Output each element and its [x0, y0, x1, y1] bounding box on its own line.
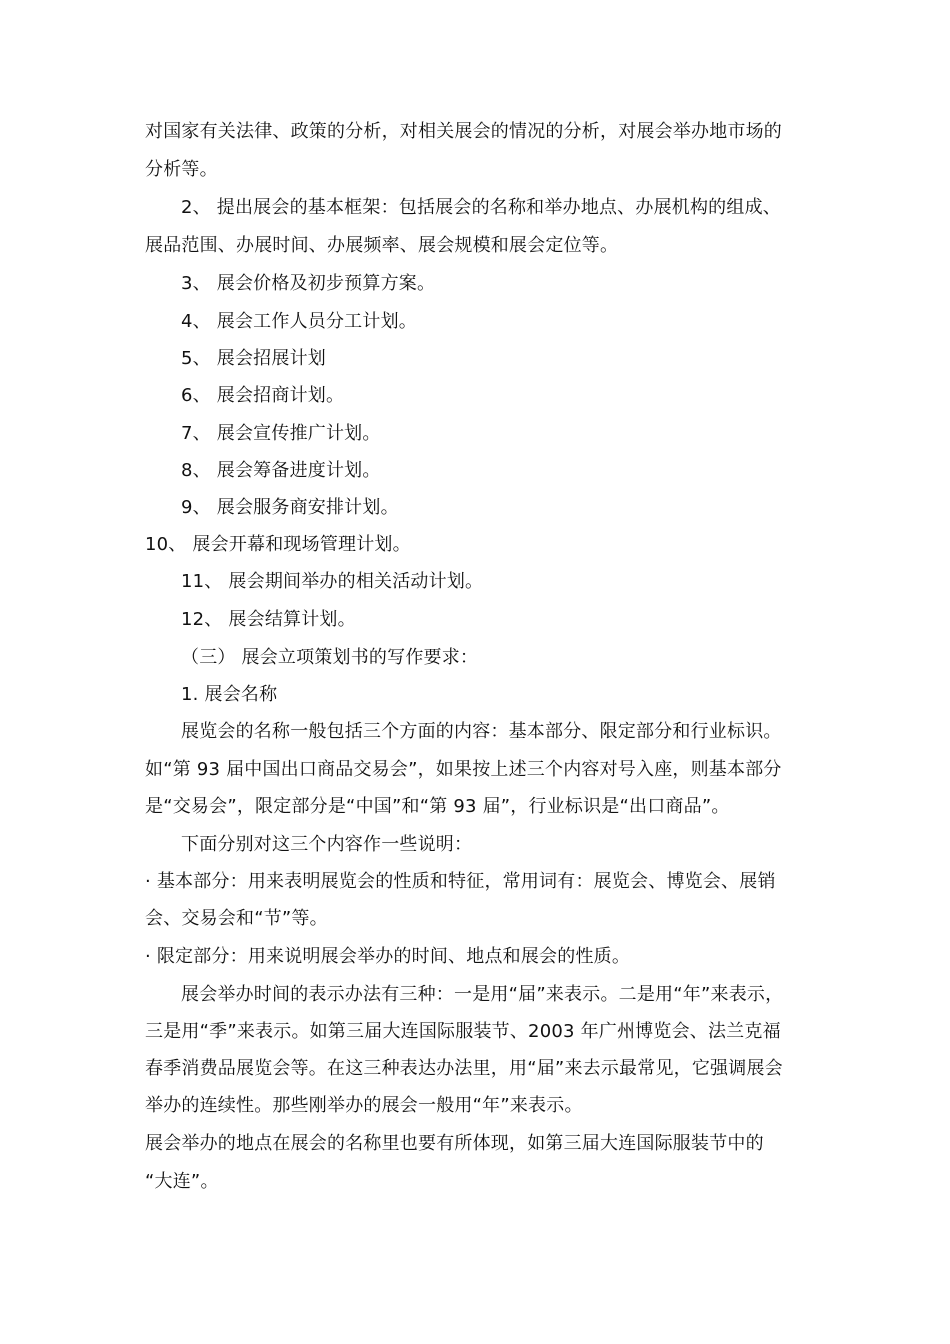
text-line: 展品范围、办展时间、办展频率、展会规模和展会定位等。 [145, 235, 619, 256]
bullet-item: · 基本部分：用来表明展览会的性质和特征，常用词有：展览会、博览会、展销 [145, 871, 776, 892]
text-line: 分析等。 [145, 159, 218, 180]
text-line: 三是用“季”来表示。如第三届大连国际服装节、2003 年广州博览会、法兰克福 [145, 1021, 781, 1042]
text-line: 对国家有关法律、政策的分析，对相关展会的情况的分析，对展会举办地市场的 [145, 121, 782, 142]
text-line: “大连”。 [145, 1171, 219, 1192]
text-line: 展会举办的地点在展会的名称里也要有所体现，如第三届大连国际服装节中的 [145, 1133, 764, 1154]
list-item: 9、 展会服务商安排计划。 [181, 497, 399, 518]
text-line: 展会举办时间的表示办法有三种：一是用“届”来表示。二是用“年”来表示， [181, 984, 784, 1005]
list-item: 7、 展会宣传推广计划。 [181, 423, 381, 444]
section-heading: （三） 展会立项策划书的写作要求： [181, 647, 479, 668]
text-line: 下面分别对这三个内容作一些说明： [181, 834, 473, 855]
text-line: 如“第 93 届中国出口商品交易会”，如果按上述三个内容对号入座，则基本部分 [145, 759, 782, 780]
text-line: 春季消费品展览会等。在这三种表达办法里，用“届”来去示最常见，它强调展会 [145, 1058, 783, 1079]
list-item: 2、 提出展会的基本框架：包括展会的名称和举办地点、办展机构的组成、 [181, 197, 781, 218]
list-item: 12、 展会结算计划。 [181, 609, 356, 630]
subsection-heading: 1. 展会名称 [181, 684, 278, 705]
list-item: 6、 展会招商计划。 [181, 385, 345, 406]
list-item: 4、 展会工作人员分工计划。 [181, 311, 417, 332]
text-line: 是“交易会”，限定部分是“中国”和“第 93 届”，行业标识是“出口商品”。 [145, 796, 730, 817]
list-item: 8、 展会筹备进度计划。 [181, 460, 381, 481]
text-line: 展览会的名称一般包括三个方面的内容：基本部分、限定部分和行业标识。 [181, 721, 782, 742]
text-line: 举办的连续性。那些刚举办的展会一般用“年”来表示。 [145, 1095, 583, 1116]
list-item: 10、 展会开幕和现场管理计划。 [145, 534, 411, 555]
list-item: 5、 展会招展计划 [181, 348, 326, 369]
text-line: 会、交易会和“节”等。 [145, 908, 328, 929]
list-item: 11、 展会期间举办的相关活动计划。 [181, 571, 484, 592]
list-item: 3、 展会价格及初步预算方案。 [181, 273, 436, 294]
bullet-item: · 限定部分：用来说明展会举办的时间、地点和展会的性质。 [145, 946, 631, 967]
